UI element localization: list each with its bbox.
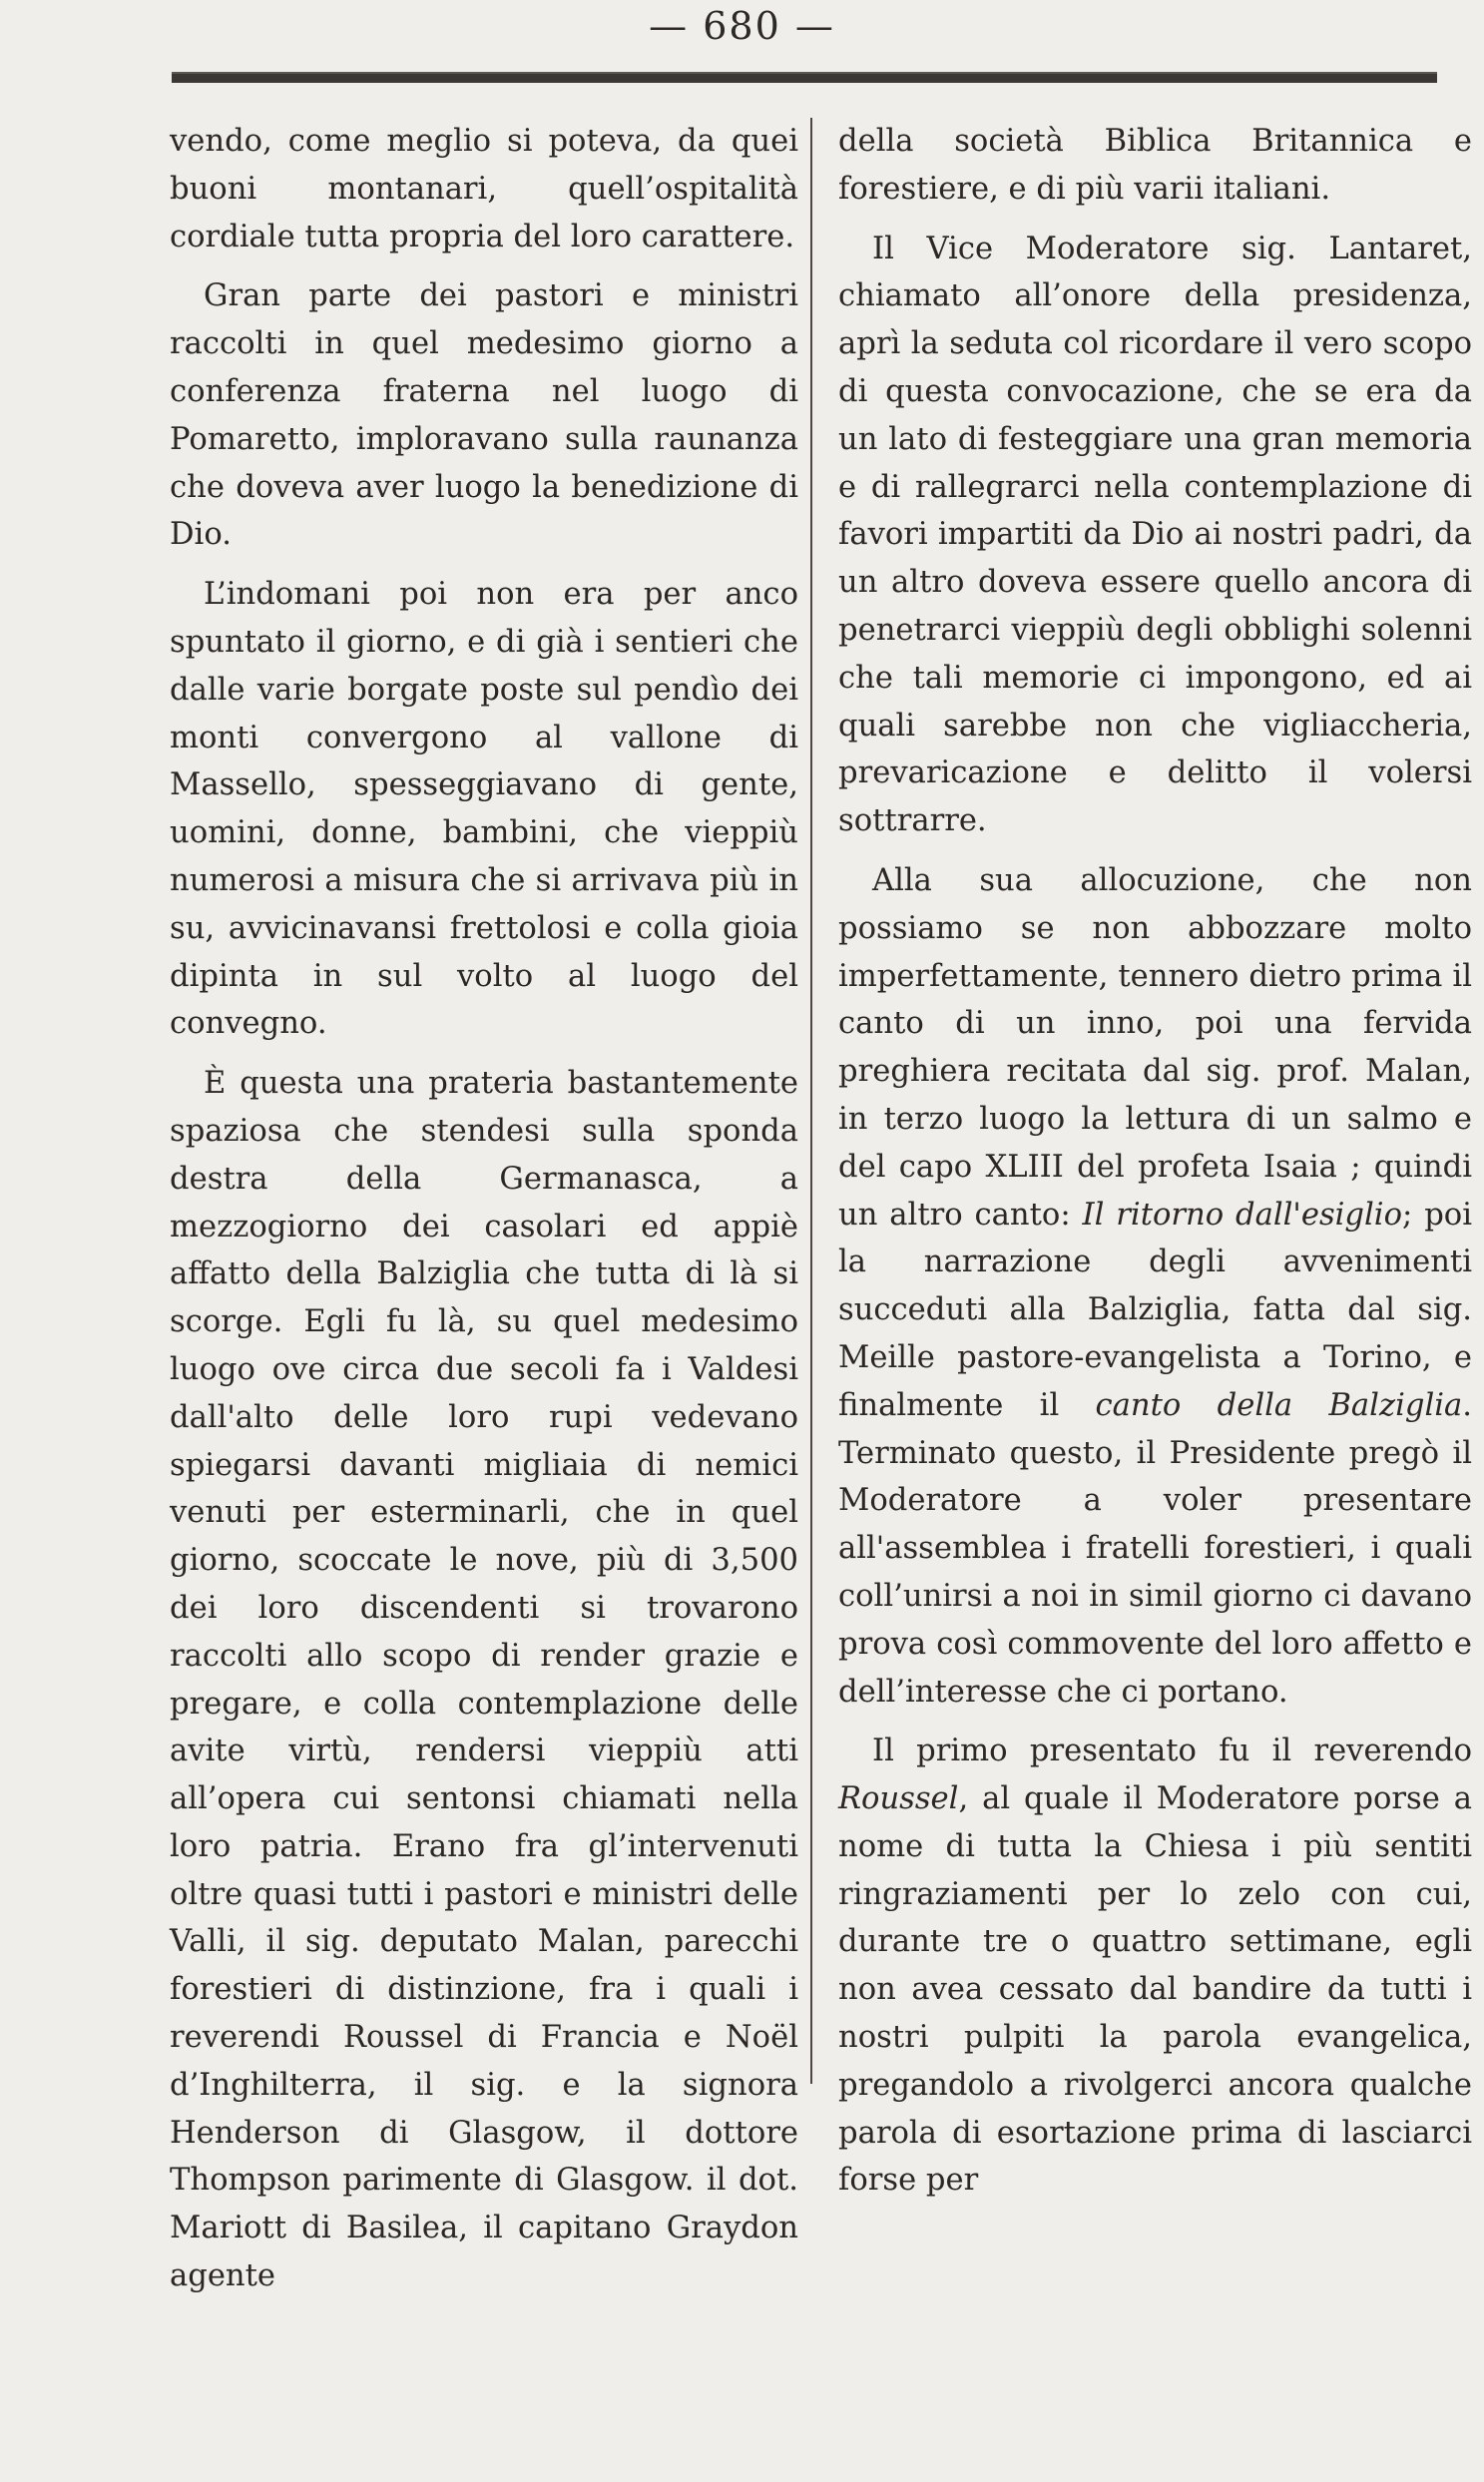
header-rule	[172, 72, 1437, 83]
paragraph: Gran parte dei pastori e ministri raccolti in quel medesimo giorno a conferenza fraterna nel luogo di Pomaretto, imploravano sulla raunanza che doveva aver luogo la benedizione di Dio.	[170, 278, 798, 553]
right-column	[838, 118, 1472, 2217]
text-run: ; poi la narrazione degli avvenimenti succeduti alla Balziglia, fatta dal sig. Meille pastore-evangelista a Torino, e finalmente il	[838, 1197, 1472, 1423]
column-divider	[810, 118, 812, 2084]
paragraph: Il Vice Moderatore sig. Lantaret, chiamato all’onore della presidenza, aprì la seduta col ricordare il vero scopo di questa convocazione, che se era da un lato di festeggiare una gran memoria e di rallegrarci nella contemplazione di favori impartiti da Dio ai nostri padri, da un altro doveva essere quello ancora di penetrarci vieppiù degli obblighi solenni che tali memorie ci impongono, ed ai quali sarebbe non che vigliaccheria, prevaricazione e delitto il volersi sottrarre.	[838, 231, 1472, 839]
italic-title: canto della Balziglia	[1095, 1387, 1463, 1423]
paragraph: È questa una prateria bastantemente spaziosa che stendesi sulla sponda destra della Germanasca, a mezzogiorno dei casolari ed appiè affatto della Balziglia che tutta di là si scorge. Egli fu là, su quel medesimo luogo ove circa due secoli fa i Valdesi dall'alto delle loro rupi vedevano spiegarsi davanti migliaia di nemici venuti per esterminarli, che in quel giorno, scoccate le nove, più di 3,500 dei loro discendenti si trovarono raccolti allo scopo di render grazie e pregare, e colla contemplazione delle avite virtù, rendersi vieppiù atti all’opera cui sentonsi chiamati nella loro patria. Erano fra gl’intervenuti oltre quasi tutti i pastori e ministri delle Valli, il sig. deputato Malan, parecchi forestieri di distinzione, fra i quali i reverendi Roussel di Francia e Noël d’Inghilterra, il sig. e la signora Henderson di Glasgow, il dottore Thompson parimente di Glasgow. il dot. Mariott di Basilea, il capitano Graydon agente	[170, 1066, 798, 2294]
paragraph: della società Biblica Britannica e forestiere, e di più varii italiani.	[838, 124, 1472, 207]
text-run: . Terminato questo, il Presidente pregò il Moderatore a voler presentare all'assemblea i fratelli forestieri, i quali coll’unirsi a noi in simil giorno ci davano prova così commovente del loro affetto e dell’interesse che ci portano.	[838, 1387, 1472, 1710]
text-run: Alla sua allocuzione, che non possiamo se non abbozzare molto imperfettamente, tennero dietro prima il canto di un inno, poi una fervida preghiera recitata dal sig. prof. Malan, in terzo luogo la lettura di un salmo e del capo XLIII del profeta Isaia ; quindi un altro canto:	[838, 862, 1472, 1233]
paragraph: L’indomani poi non era per anco spuntato il giorno, e di già i sentieri che dalle varie borgate poste sul pendìo dei monti convergono al vallone di Massello, spesseggiavano di gente, uomini, donne, bambini, che vieppiù numerosi a misura che si arrivava più in su, avvicinavansi frettolosi e colla gioia dipinta in sul volto al luogo del convegno.	[170, 577, 798, 1042]
paragraph: vendo, come meglio si poteva, da quei buoni montanari, quell’ospitalità cordiale tutta propria del loro carattere.	[170, 124, 798, 254]
page-number: — 680 —	[649, 4, 835, 48]
text-run: , al quale il Moderatore porse a nome di tutta la Chiesa i più sentiti ringraziamenti per lo zelo con cui, durante tre o quattro settimane, egli non avea cessato dal bandire da tutti i nostri pulpiti la parola evangelica, pregandolo a rivolgerci ancora qualche parola di esortazione prima di lasciarci forse per	[838, 1781, 1472, 2199]
paragraph	[838, 1728, 1472, 2205]
paragraph	[838, 857, 1472, 1716]
italic-name: Roussel	[838, 1781, 959, 1817]
text-run: Il primo presentato fu il reverendo	[872, 1734, 1472, 1769]
italic-title: Il ritorno dall'esiglio	[1082, 1197, 1403, 1233]
left-column	[170, 118, 798, 2312]
